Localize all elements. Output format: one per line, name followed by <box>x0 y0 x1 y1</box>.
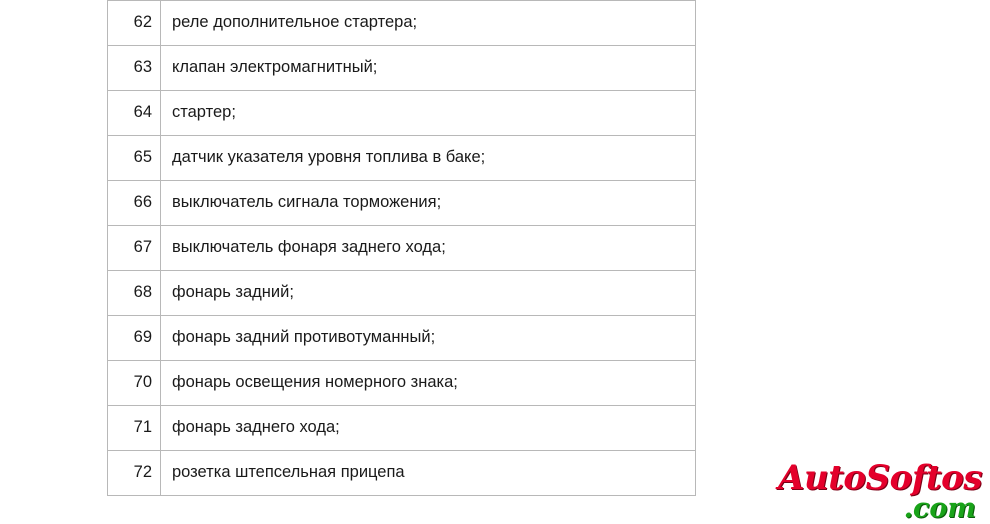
table-row <box>108 271 696 316</box>
row-description: реле дополнительное стартера; <box>161 1 696 46</box>
row-number: 71 <box>108 406 161 451</box>
row-description: фонарь заднего хода; <box>161 406 696 451</box>
row-number: 67 <box>108 226 161 271</box>
row-number: 63 <box>108 46 161 91</box>
row-number: 66 <box>108 181 161 226</box>
row-description: фонарь задний; <box>161 271 696 316</box>
table-row <box>108 316 696 361</box>
row-description: датчик указателя уровня топлива в баке; <box>161 136 696 181</box>
row-description: стартер; <box>161 91 696 136</box>
legend-table-body <box>108 1 696 496</box>
table-row <box>108 91 696 136</box>
row-description: клапан электромагнитный; <box>161 46 696 91</box>
row-description: выключатель сигнала торможения; <box>161 181 696 226</box>
watermark <box>778 458 982 524</box>
row-number: 69 <box>108 316 161 361</box>
table-row <box>108 46 696 91</box>
table-row <box>108 361 696 406</box>
table-row <box>108 451 696 496</box>
row-description: выключатель фонаря заднего хода; <box>161 226 696 271</box>
row-number: 64 <box>108 91 161 136</box>
row-number: 68 <box>108 271 161 316</box>
table-row <box>108 181 696 226</box>
watermark-main-text: AutoSoftos <box>778 458 982 499</box>
legend-table <box>107 0 696 496</box>
row-number: 62 <box>108 1 161 46</box>
row-number: 72 <box>108 451 161 496</box>
row-number: 70 <box>108 361 161 406</box>
table-row <box>108 226 696 271</box>
watermark-sub-text: .com <box>903 493 976 524</box>
table-row <box>108 136 696 181</box>
row-description: розетка штепсельная прицепа <box>161 451 696 496</box>
row-description: фонарь задний противотуманный; <box>161 316 696 361</box>
row-description: фонарь освещения номерного знака; <box>161 361 696 406</box>
table-row <box>108 406 696 451</box>
row-number: 65 <box>108 136 161 181</box>
table-row <box>108 1 696 46</box>
